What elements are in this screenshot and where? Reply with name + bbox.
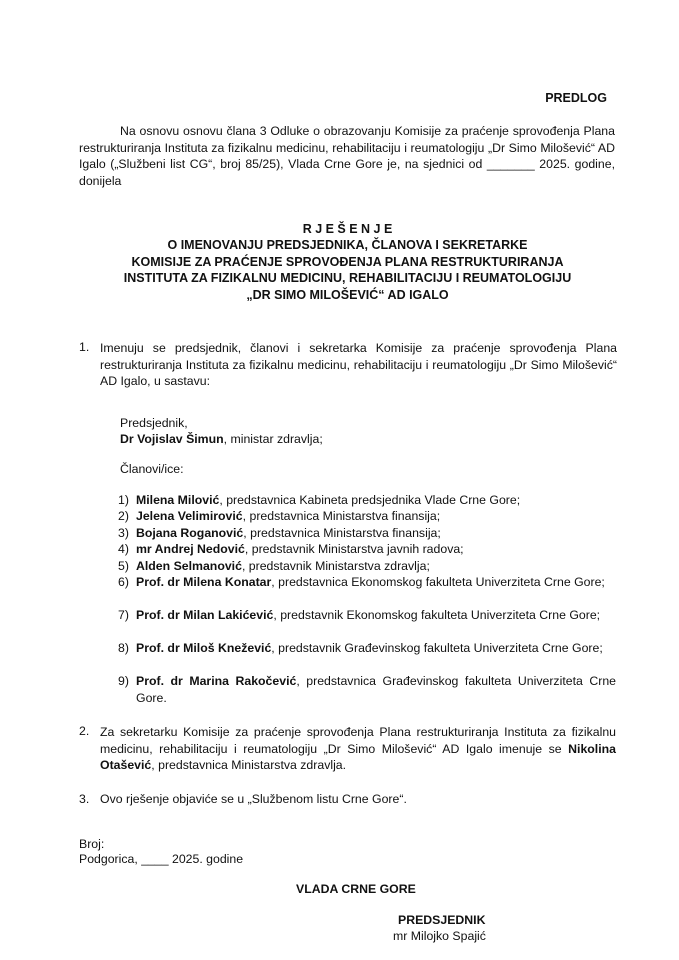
preamble-paragraph: Na osnovu osnovu člana 3 Odluke o obrazovanju Komisije za praćenje sprovođenja Plana restrukturiranja Instituta za fizikalnu medicinu, rehabilitaciju i reumatologiju „Dr Simo Milošević“ AD Igalo („Službeni list CG“, broj 85/25), Vlada Crne Gore je, na sjednici od _______ 2025. godine, donijela bbox=[79, 124, 615, 188]
member-item bbox=[118, 558, 616, 575]
member-number: 1) bbox=[118, 493, 129, 507]
member-name: Alden Selmanović bbox=[136, 559, 242, 573]
member-number: 4) bbox=[118, 542, 129, 556]
title-line-3: KOMISIJE ZA PRAĆENJE SPROVOĐENJA PLANA RESTRUKTURIRANJA bbox=[131, 255, 564, 269]
president-title: PREDSJEDNIK bbox=[398, 913, 486, 927]
member-number: 7) bbox=[118, 608, 129, 622]
item-1-text: Imenuju se predsjednik, članovi i sekretarka Komisije za praćenje sprovođenja Plana restrukturiranja Instituta za fizikalnu medicinu, rehabilitaciju i reumatologiju „Dr Simo Milošević“ AD Igalo, u sastavu: bbox=[100, 341, 617, 388]
member-name: Milena Milović bbox=[136, 493, 220, 507]
member-role: , predstavnica Ministarstva finansija; bbox=[243, 526, 441, 540]
member-item bbox=[118, 541, 616, 558]
document-number: Broj: bbox=[79, 837, 105, 851]
title-line-4: INSTITUTA ZA FIZIKALNU MEDICINU, REHABILITACIJU I REUMATOLOGIJU bbox=[123, 271, 572, 285]
government-name: VLADA CRNE GORE bbox=[296, 882, 416, 896]
member-name: mr Andrej Nedović bbox=[136, 542, 245, 556]
title-line-2: O IMENOVANJU PREDSJEDNIKA, ČLANOVA I SEKRETARKE bbox=[167, 238, 528, 252]
member-name: Bojana Roganović bbox=[136, 526, 244, 540]
member-number: 3) bbox=[118, 526, 129, 540]
member-number: 8) bbox=[118, 641, 129, 655]
member-name: Prof. dr Milan Lakićević bbox=[136, 608, 274, 622]
member-role: , predstavnica Građevinskog fakulteta Univerziteta Crne Gore. bbox=[136, 674, 616, 705]
member-role: , predstavnik Ministarstva zdravlja; bbox=[241, 559, 430, 573]
member-item bbox=[118, 492, 616, 509]
president-role: , ministar zdravlja; bbox=[223, 432, 323, 446]
member-number: 5) bbox=[118, 559, 129, 573]
members-heading: Članovi/ice: bbox=[120, 462, 184, 476]
member-item bbox=[118, 525, 616, 542]
president-heading: Predsjednik, bbox=[120, 416, 188, 430]
secretary-role: , predstavnica Ministarstva zdravlja. bbox=[151, 758, 347, 772]
title-line-1: R J E Š E N J E bbox=[302, 222, 393, 236]
president-name: Dr Vojislav Šimun bbox=[120, 432, 224, 446]
member-item bbox=[118, 607, 616, 624]
member-name: Jelena Velimirović bbox=[136, 509, 243, 523]
member-role: , predstavnica Ministarstva finansija; bbox=[242, 509, 441, 523]
item-1-number: 1. bbox=[79, 340, 90, 354]
member-number: 6) bbox=[118, 575, 129, 589]
item-3-number: 3. bbox=[79, 792, 90, 806]
member-number: 9) bbox=[118, 674, 129, 688]
member-item bbox=[118, 673, 616, 706]
member-number: 2) bbox=[118, 509, 129, 523]
member-item bbox=[118, 640, 616, 657]
item-3-text: Ovo rješenje objaviće se u „Službenom listu Crne Gore“. bbox=[100, 792, 407, 806]
member-role: , predstavnik Ministarstva javnih radova; bbox=[244, 542, 464, 556]
member-item bbox=[118, 508, 616, 525]
president-line bbox=[120, 432, 323, 446]
member-role: , predstavnica Kabineta predsjednika Vlade Crne Gore; bbox=[219, 493, 521, 507]
place-date: Podgorica, ____ 2025. godine bbox=[79, 852, 244, 866]
item-2-text bbox=[100, 724, 616, 774]
member-role: , predstavnik Ekonomskog fakulteta Univerziteta Crne Gore; bbox=[273, 608, 601, 622]
proposal-label: PREDLOG bbox=[545, 91, 607, 105]
president-signatory: mr Milojko Spajić bbox=[393, 929, 486, 943]
member-item bbox=[118, 574, 616, 591]
member-name: Prof. dr Milena Konatar bbox=[136, 575, 272, 589]
title-line-5: „DR SIMO MILOŠEVIĆ“ AD IGALO bbox=[246, 288, 449, 302]
item-2-body: Za sekretarku Komisije za praćenje sprovođenja Plana restrukturiranja Instituta za fizikalnu medicinu, rehabilitaciju i reumatologiju „Dr Simo Milošević“ AD Igalo imenuje se bbox=[100, 725, 616, 756]
member-role: , predstavnik Građevinskog fakulteta Univerziteta Crne Gore; bbox=[271, 641, 603, 655]
secretary-name: Nikolina Otašević bbox=[100, 741, 616, 772]
item-2-number: 2. bbox=[79, 724, 90, 738]
member-name: Prof. dr Marina Rakočević bbox=[136, 674, 297, 688]
member-name: Prof. dr Miloš Knežević bbox=[136, 641, 272, 655]
member-role: , predstavnica Ekonomskog fakulteta Univerziteta Crne Gore; bbox=[271, 575, 605, 589]
